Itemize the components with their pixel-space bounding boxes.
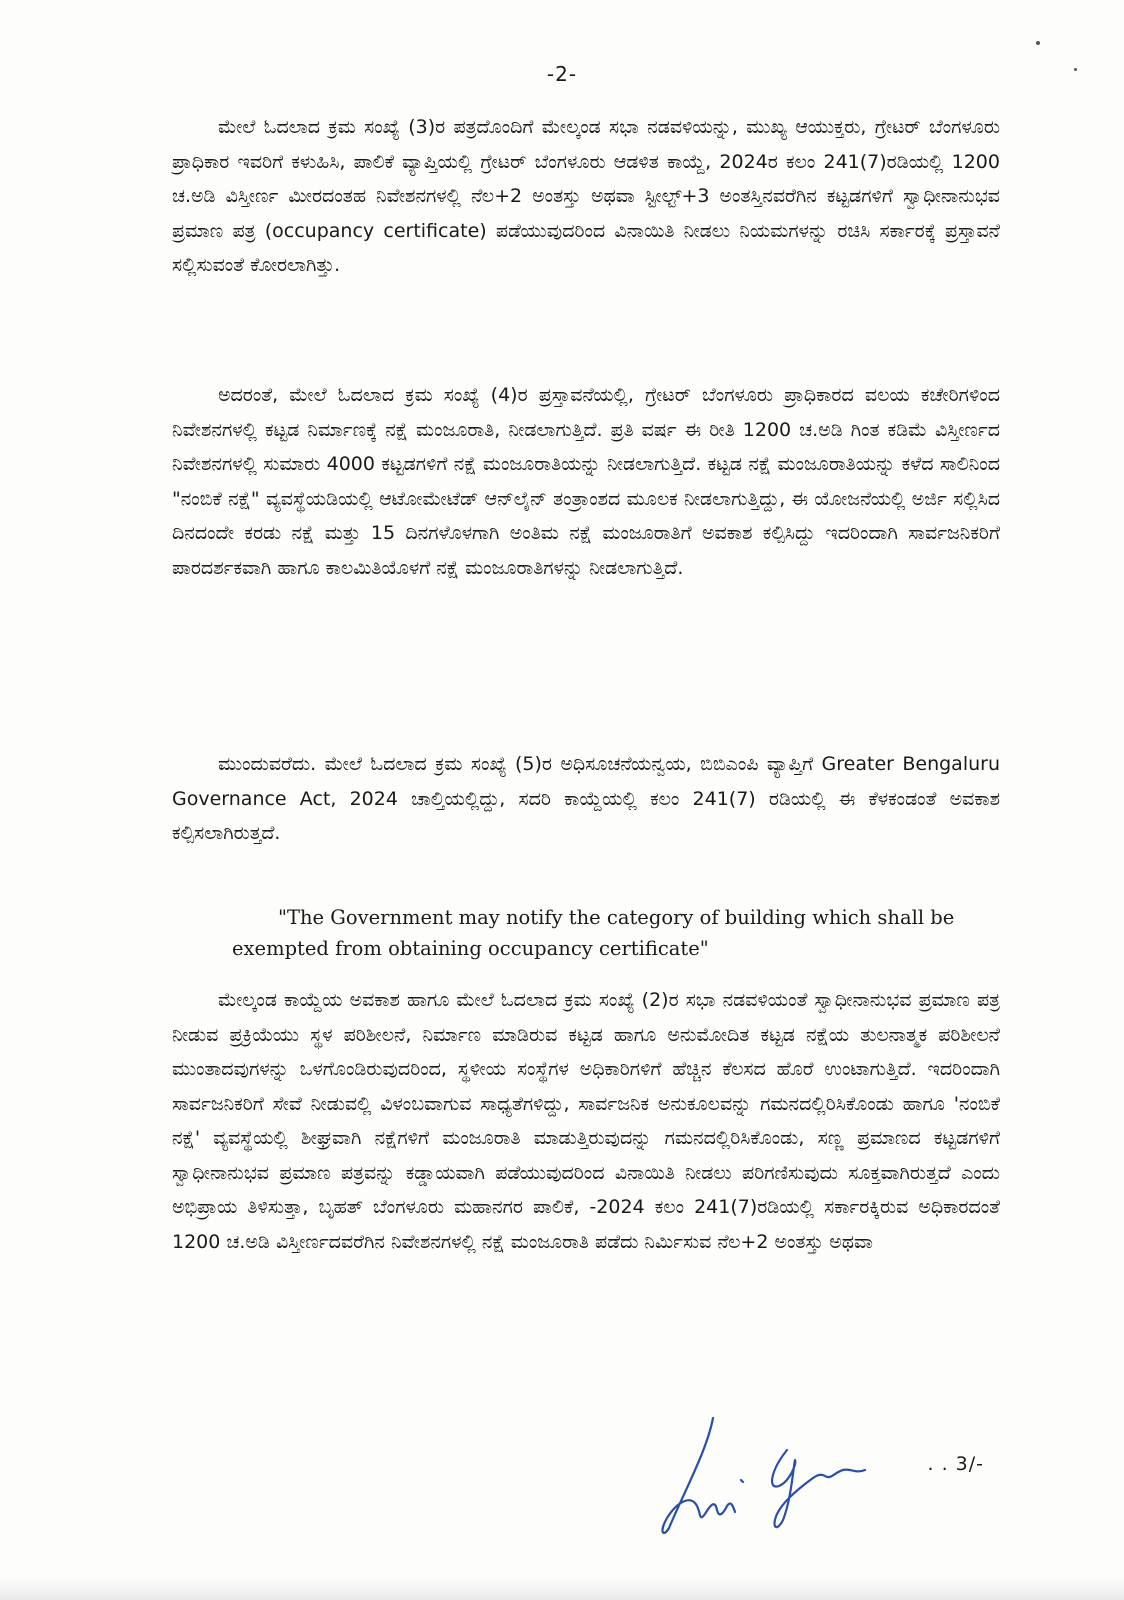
continuation-marker: . . 3/- (927, 1453, 984, 1475)
handwritten-signature (655, 1410, 895, 1540)
quoted-act-clause: "The Government may notify the category of building which shall be exempted from obtaining occupancy certificate" (232, 906, 955, 960)
paragraph-3: ಮುಂದುವರೆದು. ಮೇಲೆ ಓದಲಾದ ಕ್ರಮ ಸಂಖ್ಯೆ (5)ರ ಅಧಿಸೂಚನೆಯನ್ವಯ, ಬಿಬಿಎಂಪಿ ವ್ಯಾಪ್ತಿಗೆ Greater Bengaluru Governance Act, 2024 ಚಾಲ್ತಿಯಲ್ಲಿದ್ದು, ಸದರಿ ಕಾಯ್ದೆಯಲ್ಲಿ ಕಲಂ 241(7) ರಡಿಯಲ್ಲಿ ಈ ಕೆಳಕಂಡಂತೆ ಅವಕಾಶ ಕಲ್ಪಿಸಲಾಗಿರುತ್ತದೆ. (172, 753, 1000, 844)
stray-ink-mark (1036, 41, 1040, 45)
paragraph-2: ಅದರಂತೆ, ಮೇಲೆ ಓದಲಾದ ಕ್ರಮ ಸಂಖ್ಯೆ (4)ರ ಪ್ರಸ್ತಾವನೆಯಲ್ಲಿ, ಗ್ರೇಟರ್ ಬೆಂಗಳೂರು ಪ್ರಾಧಿಕಾರದ ವಲಯ ಕಚೇರಿಗಳಿಂದ ನಿವೇಶನಗಳಲ್ಲಿ ಕಟ್ಟಡ ನಿರ್ಮಾಣಕ್ಕೆ ನಕ್ಷೆ ಮಂಜೂರಾತಿ, ನೀಡಲಾಗುತ್ತಿದೆ. ಪ್ರತಿ ವರ್ಷ ಈ ರೀತಿ 1200 ಚ.ಅಡಿ ಗಿಂತ ಕಡಿಮೆ ವಿಸ್ತೀರ್ಣದ ನಿವೇಶನಗಳಲ್ಲಿ ಸುಮಾರು 4000 ಕಟ್ಟಡಗಳಿಗೆ ನಕ್ಷೆ ಮಂಜೂರಾತಿಯನ್ನು ನೀಡಲಾಗುತ್ತಿದೆ. ಕಟ್ಟಡ ನಕ್ಷೆ ಮಂಜೂರಾತಿಯನ್ನು ಕಳೆದ ಸಾಲಿನಿಂದ "ನಂಬಿಕೆ ನಕ್ಷೆ" ವ್ಯವಸ್ಥೆಯಡಿಯಲ್ಲಿ ಆಟೋಮೇಟೆಡ್ ಆನ್‌ಲೈನ್ ತಂತ್ರಾಂಶದ ಮೂಲಕ ನೀಡಲಾಗುತ್ತಿದ್ದು, ಈ ಯೋಜನೆಯಲ್ಲಿ ಅರ್ಜಿ ಸಲ್ಲಿಸಿದ ದಿನದಂದೇ ಕರಡು ನಕ್ಷೆ ಮತ್ತು 15 ದಿನಗಳೊಳಗಾಗಿ ಅಂತಿಮ ನಕ್ಷೆ ಮಂಜೂರಾತಿಗೆ ಅವಕಾಶ ಕಲ್ಪಿಸಿದ್ದು ಇದರಿಂದಾಗಿ ಸಾರ್ವಜನಿಕರಿಗೆ ಪಾರದರ್ಶಕವಾಗಿ ಹಾಗೂ ಕಾಲಮಿತಿಯೊಳಗೆ ನಕ್ಷೆ ಮಂಜೂರಾತಿಗಳನ್ನು ನೀಡಲಾಗುತ್ತಿದೆ. (172, 384, 1000, 579)
paragraph-1: ಮೇಲೆ ಓದಲಾದ ಕ್ರಮ ಸಂಖ್ಯೆ (3)ರ ಪತ್ರದೊಂದಿಗೆ ಮೇಲ್ಕಂಡ ಸಭಾ ನಡವಳಿಯನ್ನು, ಮುಖ್ಯ ಆಯುಕ್ತರು, ಗ್ರೇಟರ್ ಬೆಂಗಳೂರು ಪ್ರಾಧಿಕಾರ ಇವರಿಗೆ ಕಳುಹಿಸಿ, ಪಾಲಿಕೆ ವ್ಯಾಪ್ತಿಯಲ್ಲಿ ಗ್ರೇಟರ್ ಬೆಂಗಳೂರು ಆಡಳಿತ ಕಾಯ್ದೆ, 2024ರ ಕಲಂ 241(7)ರಡಿಯಲ್ಲಿ 1200 ಚ.ಅಡಿ ವಿಸ್ತೀರ್ಣ ಮೀರದಂತಹ ನಿವೇಶನಗಳಲ್ಲಿ ನೆಲ+2 ಅಂತಸ್ತು ಅಥವಾ ಸ್ಟೀಲ್ಟ್+3 ಅಂತಸ್ತಿನವರೆಗಿನ ಕಟ್ಟಡಗಳಿಗೆ ಸ್ವಾಧೀನಾನುಭವ ಪ್ರಮಾಣ ಪತ್ರ (occupancy certificate) ಪಡೆಯುವುದರಿಂದ ವಿನಾಯಿತಿ ನೀಡಲು ನಿಯಮಗಳನ್ನು ರಚಿಸಿ ಸರ್ಕಾರಕ್ಕೆ ಪ್ರಸ್ತಾವನೆ ಸಲ್ಲಿಸುವಂತೆ ಕೋರಲಾಗಿತ್ತು. (172, 116, 1000, 276)
signature-strokes (663, 1418, 865, 1533)
page-number: -2- (546, 62, 578, 86)
paragraph-4: ಮೇಲ್ಕಂಡ ಕಾಯ್ದೆಯ ಅವಕಾಶ ಹಾಗೂ ಮೇಲೆ ಓದಲಾದ ಕ್ರಮ ಸಂಖ್ಯೆ (2)ರ ಸಭಾ ನಡವಳಿಯಂತೆ ಸ್ವಾಧೀನಾನುಭವ ಪ್ರಮಾಣ ಪತ್ರ ನೀಡುವ ಪ್ರಕ್ರಿಯೆಯು ಸ್ಥಳ ಪರಿಶೀಲನೆ, ನಿರ್ಮಾಣ ಮಾಡಿರುವ ಕಟ್ಟಡ ಹಾಗೂ ಅನುಮೋದಿತ ಕಟ್ಟಡ ನಕ್ಷೆಯ ತುಲನಾತ್ಮಕ ಪರಿಶೀಲನೆ ಮುಂತಾದವುಗಳನ್ನು ಒಳಗೊಂಡಿರುವುದರಿಂದ, ಸ್ಥಳೀಯ ಸಂಸ್ಥೆಗಳ ಅಧಿಕಾರಿಗಳಿಗೆ ಹೆಚ್ಚಿನ ಕೆಲಸದ ಹೊರೆ ಉಂಟಾಗುತ್ತಿದೆ. ಇದರಿಂದಾಗಿ ಸಾರ್ವಜನಿಕರಿಗೆ ಸೇವೆ ನೀಡುವಲ್ಲಿ ವಿಳಂಬವಾಗುವ ಸಾಧ್ಯತೆಗಳಿದ್ದು, ಸಾರ್ವಜನಿಕ ಅನುಕೂಲವನ್ನು ಗಮನದಲ್ಲಿರಿಸಿಕೊಂಡು ಹಾಗೂ 'ನಂಬಿಕೆ ನಕ್ಷೆ' ವ್ಯವಸ್ಥೆಯಲ್ಲಿ ಶೀಘ್ರವಾಗಿ ನಕ್ಷೆಗಳಿಗೆ ಮಂಜೂರಾತಿ ಮಾಡುತ್ತಿರುವುದನ್ನು ಗಮನದಲ್ಲಿರಿಸಿಕೊಂಡು, ಸಣ್ಣ ಪ್ರಮಾಣದ ಕಟ್ಟಡಗಳಿಗೆ ಸ್ವಾಧೀನಾನುಭವ ಪ್ರಮಾಣ ಪತ್ರವನ್ನು ಕಡ್ಡಾಯವಾಗಿ ಪಡೆಯುವುದರಿಂದ ವಿನಾಯಿತಿ ನೀಡಲು ಪರಿಗಣಿಸುವುದು ಸೂಕ್ತವಾಗಿರುತ್ತದೆ ಎಂದು ಅಭಿಪ್ರಾಯ ತಿಳಿಸುತ್ತಾ, ಬೃಹತ್ ಬೆಂಗಳೂರು ಮಹಾನಗರ ಪಾಲಿಕೆ, -2024 ಕಲಂ 241(7)ರಡಿಯಲ್ಲಿ ಸರ್ಕಾರಕ್ಕಿರುವ ಅಧಿಕಾರದಂತೆ 1200 ಚ.ಅಡಿ ವಿಸ್ತೀರ್ಣದವರೆಗಿನ ನಿವೇಶನಗಳಲ್ಲಿ ನಕ್ಷೆ ಮಂಜೂರಾತಿ ಪಡೆದು ನಿರ್ಮಿಸುವ ನೆಲ+2 ಅಂತಸ್ತು ಅಥವಾ (172, 989, 1000, 1253)
scan-edge-shadow (0, 1578, 1124, 1600)
